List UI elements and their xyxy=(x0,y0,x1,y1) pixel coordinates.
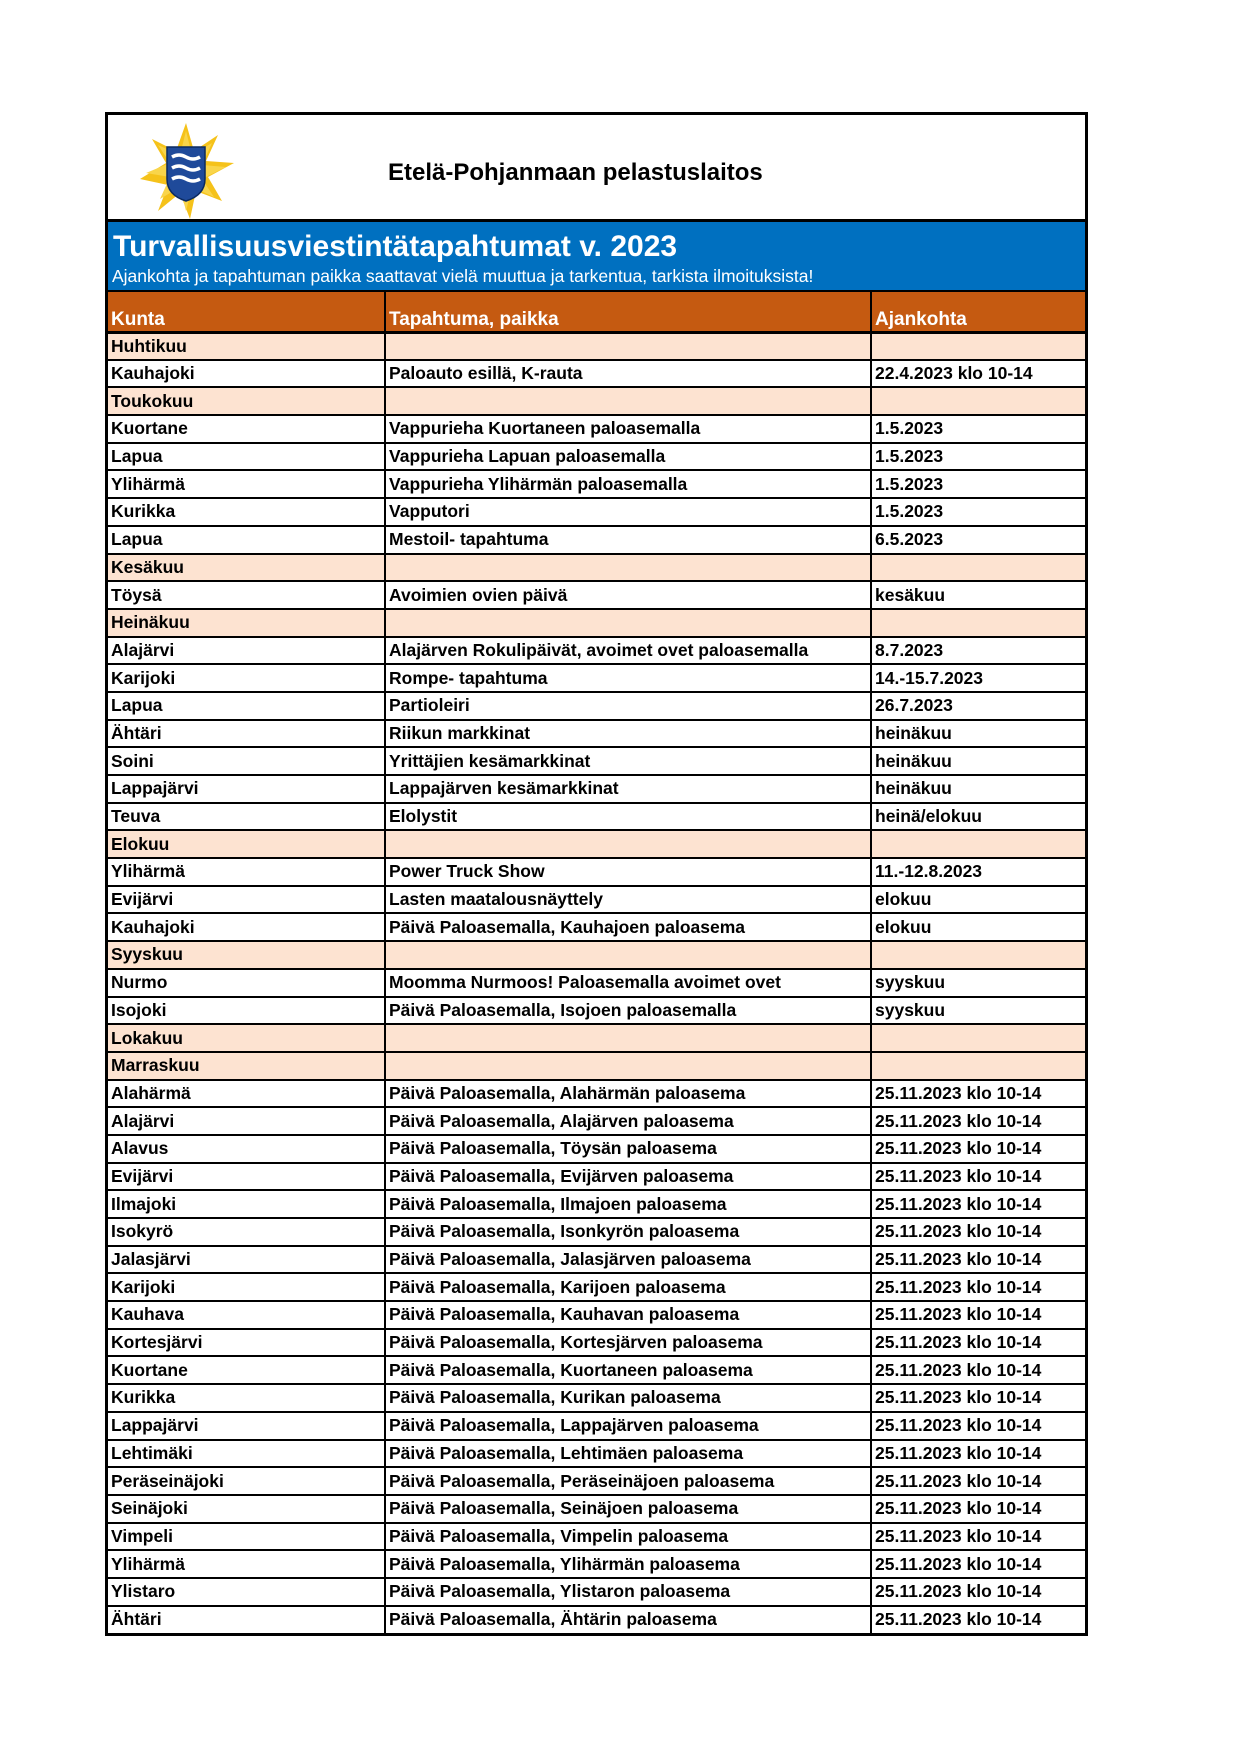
cell-ajankohta: heinä/elokuu xyxy=(871,803,1085,831)
cell-tapahtuma: Päivä Paloasemalla, Töysän paloasema xyxy=(385,1135,871,1163)
cell-tapahtuma: Päivä Paloasemalla, Alahärmän paloasema xyxy=(385,1080,871,1108)
cell-ajankohta: 1.5.2023 xyxy=(871,498,1085,526)
document-subtitle: Ajankohta ja tapahtuman paikka saattavat vielä muuttua ja tarkentua, tarkista ilmoituksista! xyxy=(112,266,814,286)
cell-tapahtuma: Vappurieha Kuortaneen paloasemalla xyxy=(385,415,871,443)
table-row xyxy=(108,692,1085,720)
cell-kunta: Kortesjärvi xyxy=(108,1329,385,1357)
month-label: Syyskuu xyxy=(108,941,385,969)
cell-ajankohta: 25.11.2023 klo 10-14 xyxy=(871,1550,1085,1578)
cell-ajankohta: 25.11.2023 klo 10-14 xyxy=(871,1329,1085,1357)
cell-ajankohta: 22.4.2023 klo 10-14 xyxy=(871,360,1085,388)
cell-tapahtuma: Päivä Paloasemalla, Ähtärin paloasema xyxy=(385,1606,871,1634)
cell-kunta: Alahärmä xyxy=(108,1080,385,1108)
cell-ajankohta: 1.5.2023 xyxy=(871,470,1085,498)
cell-ajankohta xyxy=(871,387,1085,415)
table-row xyxy=(108,443,1085,471)
cell-tapahtuma: Päivä Paloasemalla, Alajärven paloasema xyxy=(385,1107,871,1135)
table-row xyxy=(108,415,1085,443)
cell-kunta: Töysä xyxy=(108,581,385,609)
month-label: Lokakuu xyxy=(108,1024,385,1052)
month-row xyxy=(108,387,1085,415)
cell-tapahtuma: Päivä Paloasemalla, Jalasjärven paloasema xyxy=(385,1246,871,1274)
cell-tapahtuma: Paloauto esillä, K-rauta xyxy=(385,360,871,388)
cell-ajankohta: 25.11.2023 klo 10-14 xyxy=(871,1412,1085,1440)
cell-tapahtuma: Päivä Paloasemalla, Ylihärmän paloasema xyxy=(385,1550,871,1578)
cell-tapahtuma: Avoimien ovien päivä xyxy=(385,581,871,609)
cell-ajankohta: 25.11.2023 klo 10-14 xyxy=(871,1356,1085,1384)
cell-ajankohta xyxy=(871,609,1085,637)
cell-kunta: Soini xyxy=(108,747,385,775)
cell-tapahtuma xyxy=(385,332,871,360)
table-row xyxy=(108,1135,1085,1163)
cell-ajankohta: syyskuu xyxy=(871,969,1085,997)
table-row xyxy=(108,498,1085,526)
cell-ajankohta xyxy=(871,1052,1085,1080)
month-row xyxy=(108,830,1085,858)
cell-ajankohta: kesäkuu xyxy=(871,581,1085,609)
cell-kunta: Ylihärmä xyxy=(108,470,385,498)
table-row xyxy=(108,526,1085,554)
cell-tapahtuma: Vappurieha Ylihärmän paloasemalla xyxy=(385,470,871,498)
table-row xyxy=(108,1190,1085,1218)
cell-ajankohta: 25.11.2023 klo 10-14 xyxy=(871,1190,1085,1218)
table-row xyxy=(108,913,1085,941)
month-row xyxy=(108,941,1085,969)
cell-ajankohta: 25.11.2023 klo 10-14 xyxy=(871,1107,1085,1135)
column-header-kunta: Kunta xyxy=(108,292,385,332)
cell-tapahtuma: Päivä Paloasemalla, Kortesjärven paloasema xyxy=(385,1329,871,1357)
cell-ajankohta: 25.11.2023 klo 10-14 xyxy=(871,1135,1085,1163)
table-row xyxy=(108,1218,1085,1246)
cell-ajankohta xyxy=(871,830,1085,858)
table-row xyxy=(108,1440,1085,1468)
cell-kunta: Kuortane xyxy=(108,1356,385,1384)
month-label: Huhtikuu xyxy=(108,332,385,360)
table-row xyxy=(108,1523,1085,1551)
cell-kunta: Ylihärmä xyxy=(108,858,385,886)
cell-kunta: Vimpeli xyxy=(108,1523,385,1551)
cell-tapahtuma: Yrittäjien kesämarkkinat xyxy=(385,747,871,775)
table-row xyxy=(108,1606,1085,1634)
cell-kunta: Seinäjoki xyxy=(108,1495,385,1523)
cell-kunta: Karijoki xyxy=(108,664,385,692)
cell-ajankohta: 25.11.2023 klo 10-14 xyxy=(871,1273,1085,1301)
cell-ajankohta: 25.11.2023 klo 10-14 xyxy=(871,1495,1085,1523)
cell-kunta: Peräseinäjoki xyxy=(108,1467,385,1495)
cell-tapahtuma: Päivä Paloasemalla, Evijärven paloasema xyxy=(385,1163,871,1191)
table-row xyxy=(108,1495,1085,1523)
cell-ajankohta: 25.11.2023 klo 10-14 xyxy=(871,1080,1085,1108)
cell-tapahtuma xyxy=(385,941,871,969)
cell-kunta: Kauhajoki xyxy=(108,360,385,388)
cell-kunta: Isojoki xyxy=(108,997,385,1025)
coat-of-arms-star-icon xyxy=(134,121,238,221)
table-row xyxy=(108,637,1085,665)
table-row xyxy=(108,775,1085,803)
cell-tapahtuma: Riikun markkinat xyxy=(385,720,871,748)
cell-tapahtuma: Päivä Paloasemalla, Kauhajoen paloasema xyxy=(385,913,871,941)
month-label: Heinäkuu xyxy=(108,609,385,637)
table-row xyxy=(108,1246,1085,1274)
table-row xyxy=(108,858,1085,886)
table-row xyxy=(108,1301,1085,1329)
cell-kunta: Ylihärmä xyxy=(108,1550,385,1578)
cell-kunta: Alajärvi xyxy=(108,637,385,665)
table-row xyxy=(108,1163,1085,1191)
cell-ajankohta xyxy=(871,332,1085,360)
cell-ajankohta xyxy=(871,1024,1085,1052)
cell-tapahtuma: Elolystit xyxy=(385,803,871,831)
cell-ajankohta: syyskuu xyxy=(871,997,1085,1025)
table-row xyxy=(108,1550,1085,1578)
cell-kunta: Jalasjärvi xyxy=(108,1246,385,1274)
cell-tapahtuma xyxy=(385,830,871,858)
table-row xyxy=(108,1107,1085,1135)
table-row xyxy=(108,1080,1085,1108)
cell-ajankohta: heinäkuu xyxy=(871,720,1085,748)
cell-ajankohta: 6.5.2023 xyxy=(871,526,1085,554)
month-label: Kesäkuu xyxy=(108,554,385,582)
table-row xyxy=(108,1412,1085,1440)
cell-tapahtuma: Päivä Paloasemalla, Isonkyrön paloasema xyxy=(385,1218,871,1246)
cell-tapahtuma: Päivä Paloasemalla, Kurikan paloasema xyxy=(385,1384,871,1412)
cell-tapahtuma xyxy=(385,1052,871,1080)
cell-tapahtuma xyxy=(385,387,871,415)
cell-tapahtuma: Päivä Paloasemalla, Karijoen paloasema xyxy=(385,1273,871,1301)
cell-ajankohta: 14.-15.7.2023 xyxy=(871,664,1085,692)
column-header-tapahtuma: Tapahtuma, paikka xyxy=(385,292,871,332)
cell-kunta: Alajärvi xyxy=(108,1107,385,1135)
month-label: Elokuu xyxy=(108,830,385,858)
column-header-row xyxy=(108,292,1085,332)
month-label: Marraskuu xyxy=(108,1052,385,1080)
events-sheet xyxy=(105,112,1088,1636)
cell-kunta: Alavus xyxy=(108,1135,385,1163)
cell-tapahtuma: Päivä Paloasemalla, Lehtimäen paloasema xyxy=(385,1440,871,1468)
cell-kunta: Evijärvi xyxy=(108,1163,385,1191)
table-row xyxy=(108,997,1085,1025)
table-row xyxy=(108,1273,1085,1301)
table-row xyxy=(108,969,1085,997)
column-header-ajankohta: Ajankohta xyxy=(871,292,1085,332)
cell-kunta: Lappajärvi xyxy=(108,1412,385,1440)
cell-ajankohta: 25.11.2023 klo 10-14 xyxy=(871,1218,1085,1246)
cell-ajankohta: 25.11.2023 klo 10-14 xyxy=(871,1163,1085,1191)
cell-ajankohta: 1.5.2023 xyxy=(871,443,1085,471)
cell-kunta: Lappajärvi xyxy=(108,775,385,803)
cell-ajankohta: heinäkuu xyxy=(871,775,1085,803)
cell-kunta: Lapua xyxy=(108,526,385,554)
table-row xyxy=(108,470,1085,498)
cell-tapahtuma: Päivä Paloasemalla, Vimpelin paloasema xyxy=(385,1523,871,1551)
cell-tapahtuma: Mestoil- tapahtuma xyxy=(385,526,871,554)
cell-ajankohta: 26.7.2023 xyxy=(871,692,1085,720)
cell-kunta: Ähtäri xyxy=(111,1609,162,1630)
cell-tapahtuma: Vapputori xyxy=(385,498,871,526)
organization-name: Etelä-Pohjanmaan pelastuslaitos xyxy=(388,159,763,186)
table-row xyxy=(108,720,1085,748)
cell-ajankohta: 11.-12.8.2023 xyxy=(871,858,1085,886)
cell-tapahtuma: Päivä Paloasemalla, Ylistaron paloasema xyxy=(385,1578,871,1606)
month-row xyxy=(108,609,1085,637)
cell-ajankohta: 25.11.2023 klo 10-14 xyxy=(871,1384,1085,1412)
cell-kunta: Evijärvi xyxy=(108,886,385,914)
cell-tapahtuma xyxy=(385,609,871,637)
cell-tapahtuma: Rompe- tapahtuma xyxy=(385,664,871,692)
cell-kunta: Kauhava xyxy=(108,1301,385,1329)
cell-ajankohta xyxy=(871,941,1085,969)
table-row xyxy=(108,1329,1085,1357)
cell-tapahtuma: Partioleiri xyxy=(385,692,871,720)
cell-tapahtuma: Päivä Paloasemalla, Seinäjoen paloasema xyxy=(385,1495,871,1523)
cell-kunta: Lehtimäki xyxy=(108,1440,385,1468)
cell-tapahtuma: Lasten maatalousnäyttely xyxy=(385,886,871,914)
cell-kunta: Lapua xyxy=(108,692,385,720)
cell-ajankohta: 1.5.2023 xyxy=(871,415,1085,443)
cell-kunta: Kurikka xyxy=(108,1384,385,1412)
month-row xyxy=(108,1052,1085,1080)
cell-tapahtuma: Lappajärven kesämarkkinat xyxy=(385,775,871,803)
cell-ajankohta: 25.11.2023 klo 10-14 xyxy=(871,1246,1085,1274)
cell-ajankohta: 25.11.2023 klo 10-14 xyxy=(871,1578,1085,1606)
table-row xyxy=(108,886,1085,914)
cell-tapahtuma xyxy=(385,554,871,582)
cell-kunta: Ähtäri xyxy=(108,720,385,748)
cell-kunta: Lapua xyxy=(108,443,385,471)
cell-ajankohta: elokuu xyxy=(871,913,1085,941)
month-row xyxy=(108,332,1085,360)
cell-tapahtuma: Päivä Paloasemalla, Kuortaneen paloasema xyxy=(385,1356,871,1384)
cell-kunta: Karijoki xyxy=(108,1273,385,1301)
document-title: Turvallisuusviestintätapahtumat v. 2023 xyxy=(113,230,678,263)
cell-tapahtuma xyxy=(385,1024,871,1052)
table-row xyxy=(108,803,1085,831)
cell-tapahtuma: Alajärven Rokulipäivät, avoimet ovet paloasemalla xyxy=(385,637,871,665)
cell-kunta: Kuortane xyxy=(108,415,385,443)
title-banner xyxy=(108,222,1085,292)
cell-ajankohta: elokuu xyxy=(871,886,1085,914)
cell-kunta: Kauhajoki xyxy=(108,913,385,941)
cell-ajankohta: 25.11.2023 klo 10-14 xyxy=(871,1467,1085,1495)
cell-ajankohta: 8.7.2023 xyxy=(871,637,1085,665)
cell-kunta: Nurmo xyxy=(108,969,385,997)
table-row xyxy=(108,1384,1085,1412)
cell-kunta: Ylistaro xyxy=(108,1578,385,1606)
cell-tapahtuma: Päivä Paloasemalla, Lappajärven paloasema xyxy=(385,1412,871,1440)
cell-kunta: Ilmajoki xyxy=(108,1190,385,1218)
cell-ajankohta: 25.11.2023 klo 10-14 xyxy=(871,1440,1085,1468)
table-row xyxy=(108,747,1085,775)
month-row xyxy=(108,554,1085,582)
table-row xyxy=(108,1356,1085,1384)
table-row xyxy=(108,581,1085,609)
table-row xyxy=(108,1578,1085,1606)
cell-ajankohta: 25.11.2023 klo 10-14 xyxy=(871,1523,1085,1551)
cell-ajankohta: 25.11.2023 klo 10-14 xyxy=(871,1606,1085,1634)
cell-ajankohta: heinäkuu xyxy=(871,747,1085,775)
header xyxy=(108,115,1085,222)
cell-kunta: Teuva xyxy=(108,803,385,831)
cell-kunta: Kurikka xyxy=(108,498,385,526)
cell-tapahtuma: Päivä Paloasemalla, Peräseinäjoen paloasema xyxy=(385,1467,871,1495)
table-row xyxy=(108,664,1085,692)
cell-ajankohta: 25.11.2023 klo 10-14 xyxy=(871,1301,1085,1329)
table-row xyxy=(108,1467,1085,1495)
cell-tapahtuma: Päivä Paloasemalla, Ilmajoen paloasema xyxy=(385,1190,871,1218)
cell-tapahtuma: Power Truck Show xyxy=(385,858,871,886)
events-table xyxy=(108,292,1085,1633)
cell-tapahtuma: Vappurieha Lapuan paloasemalla xyxy=(385,443,871,471)
cell-kunta: Isokyrö xyxy=(108,1218,385,1246)
cell-tapahtuma: Päivä Paloasemalla, Isojoen paloasemalla xyxy=(385,997,871,1025)
cell-ajankohta xyxy=(871,554,1085,582)
table-row xyxy=(108,360,1085,388)
month-row xyxy=(108,1024,1085,1052)
cell-tapahtuma: Päivä Paloasemalla, Kauhavan paloasema xyxy=(385,1301,871,1329)
month-label: Toukokuu xyxy=(108,387,385,415)
cell-tapahtuma: Moomma Nurmoos! Paloasemalla avoimet ovet xyxy=(385,969,871,997)
